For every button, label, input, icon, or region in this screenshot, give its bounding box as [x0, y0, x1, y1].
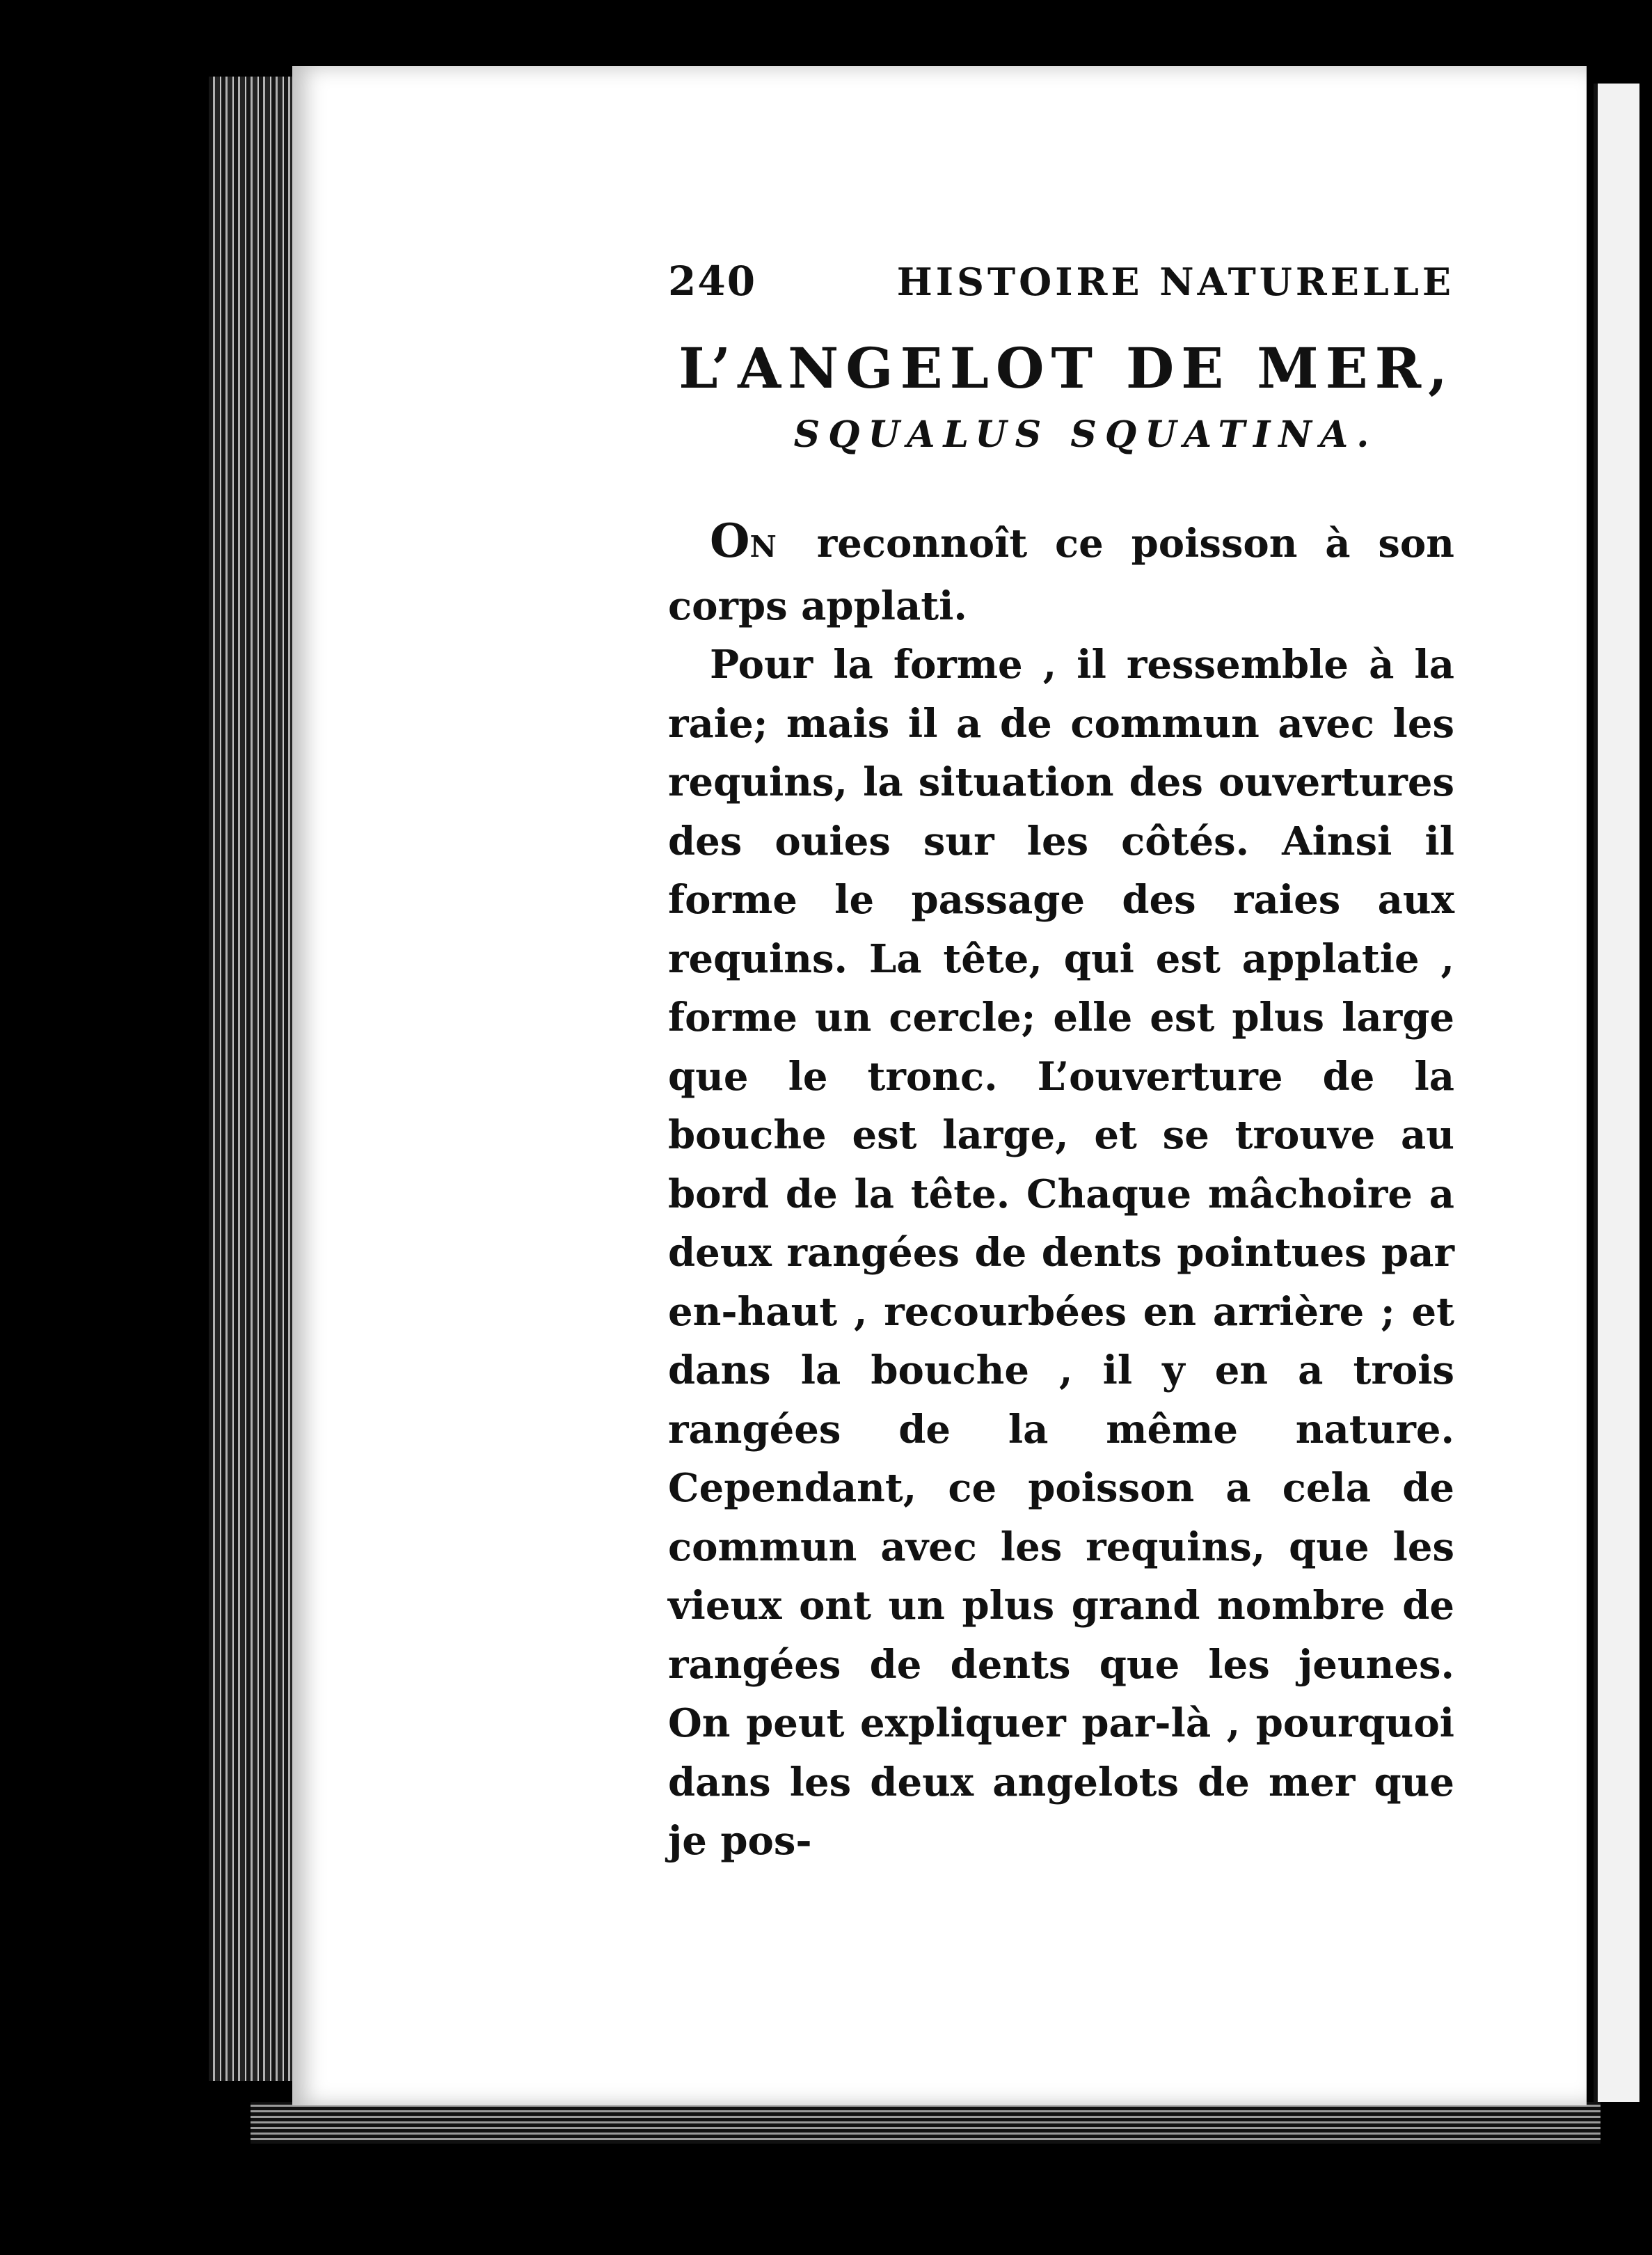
paragraph-1-text: reconnoît ce poisson à son corps applati. [668, 521, 1454, 629]
paragraph-1 [668, 512, 1454, 635]
bottom-page-edges [251, 2102, 1601, 2144]
text-block [668, 258, 1454, 1871]
paragraph-2: Pour la forme , il ressemble à la raie; mais il a de commun avec les requins, la situation des ouvertures des ouies sur les côtés. Ainsi il forme le passage des raies aux requins. La tête, qui est applatie , forme un cercle; elle est plus large que le tronc. L’ouverture de la bouche est large, et se trouve au bord de la tête. Chaque mâchoire a deux rangées de dents pointues par en-haut , recourbées en arrière ; et dans la bouche , il y en a trois rangées de la même nature. Cependant, ce poisson a cela de commun avec les requins, que les vieux ont un plus grand nombre de rangées de dents que les jeunes. On peut expliquer par-là , pourquoi dans les deux angelots de mer que je pos- [668, 642, 1454, 1864]
latin-name: SQUALUS SQUATINA. [793, 413, 1378, 456]
facing-page-edge [1594, 84, 1639, 2102]
running-head-title: HISTOIRE NATURELLE [896, 260, 1454, 304]
page-number: 240 [668, 258, 757, 305]
initial-smallcap: N [749, 530, 779, 564]
article-title: L’ANGELOT DE MER, [678, 335, 1454, 401]
page-edges [209, 77, 306, 2081]
initial-letter: O [710, 514, 750, 568]
running-head [668, 258, 1454, 305]
